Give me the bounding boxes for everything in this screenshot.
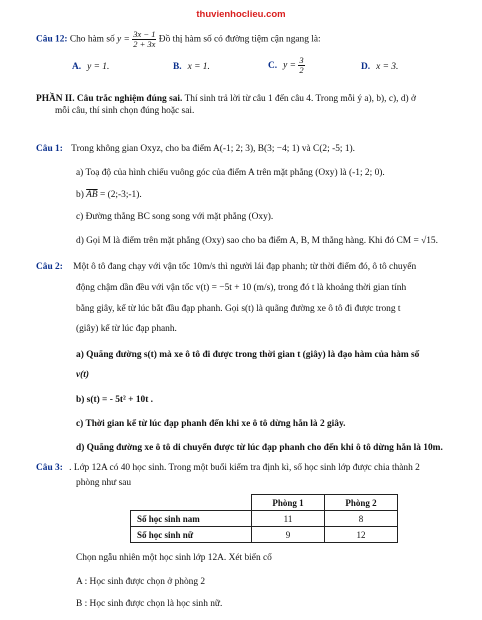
part-ii-line-1 — [36, 93, 416, 105]
vector-ab: $\overline{AB}$ — [86, 190, 98, 200]
fraction-numerator: 3x − 1 — [133, 29, 156, 39]
option-text: x = 1. — [187, 62, 210, 72]
option-fraction — [298, 56, 304, 75]
students-table — [130, 494, 398, 543]
option-letter: C. — [268, 60, 278, 71]
option-b — [173, 62, 210, 72]
statement-value: = (2;-3;-1). — [99, 190, 142, 200]
c2-line-1 — [36, 261, 416, 273]
option-letter: A. — [72, 62, 82, 72]
part-ii-desc: Thí sinh trả lời từ câu 1 đến câu 4. Trong mỗi ý a), b), c), d) ở — [184, 94, 416, 104]
c1-stem: Trong không gian Oxyz, cho ba điểm A(-1; 2; 3), B(3; −4; 1) và C(2; -5; 1). — [71, 144, 355, 154]
statement-b-text: b) s(t) = - 5t² + 10t . — [76, 395, 154, 405]
table-header-room-2: Phòng 2 — [325, 495, 398, 511]
question-tail: Đồ thị hàm số có đường tiệm cận ngang là: — [158, 34, 321, 45]
c3-event-a: A : Học sinh được chọn ở phòng 2 — [76, 577, 206, 587]
c3-event-b: B : Học sinh được chọn là học sinh nữ. — [76, 599, 223, 609]
option-text: y = 1. — [87, 62, 110, 72]
option-d — [361, 62, 398, 72]
part-ii-title: PHẦN II. Câu trắc nghiệm đúng sai. — [36, 94, 183, 104]
question-label: Câu 3: — [36, 463, 63, 473]
table-row-label: Số học sinh nữ — [131, 527, 252, 543]
c3-choose: Chọn ngẫu nhiên một học sinh lớp 12A. Xét biến cố — [76, 553, 272, 563]
c2-text-3: bằng giây, kể từ lúc bắt đầu đạp phanh. Gọi s(t) là quãng đường xe ô tô đi được trong t — [76, 304, 401, 314]
table-cell: 11 — [252, 511, 325, 527]
table-header-room-1: Phòng 1 — [252, 495, 325, 511]
question-12 — [36, 30, 321, 49]
function-v: v(t) — [76, 370, 90, 380]
fraction-denominator: 2 + 3x — [133, 39, 156, 49]
c1-statement-b — [76, 189, 142, 201]
question-label: Câu 12: — [36, 34, 68, 45]
function-lhs: y = — [117, 34, 130, 45]
table-row — [131, 527, 398, 543]
c3-line-1 — [36, 462, 420, 474]
option-letter: B. — [173, 62, 182, 72]
option-text: x = 3. — [376, 62, 399, 72]
option-a — [72, 62, 109, 72]
c2-statement-a — [76, 349, 419, 361]
fraction-denominator: 2 — [299, 65, 304, 75]
option-c — [268, 56, 305, 75]
question-label: Câu 2: — [36, 262, 63, 272]
c3-text-2: phòng như sau — [76, 478, 132, 488]
statement-c-text: c) Thời gian kể từ lúc đạp phanh đến khi xe ô tô dừng hẳn là 2 giây. — [76, 419, 346, 429]
site-watermark: thuvienhoclieu.com — [196, 9, 286, 20]
statement-prefix: b) — [76, 190, 84, 200]
option-text: y = — [283, 60, 296, 71]
table-cell: 8 — [325, 511, 398, 527]
c1-statement-a: a) Toạ độ của hình chiếu vuông góc của điểm A trên mặt phẳng (Oxy) là (-1; 2; 0). — [76, 168, 385, 178]
c1-stem-line — [36, 143, 355, 155]
question-label: Câu 1: — [36, 144, 63, 154]
statement-d-text: d) Quãng đường xe ô tô di chuyển được từ lúc đạp phanh cho đến khi ô tô dừng hẳn là 10m. — [76, 443, 443, 453]
c2-statement-c — [76, 418, 345, 430]
question-lead: Cho hàm số — [69, 34, 115, 45]
table-cell: 12 — [325, 527, 398, 543]
table-row-label: Số học sinh nam — [131, 511, 252, 527]
function-fraction — [132, 30, 156, 49]
c2-statement-a-cont — [76, 369, 89, 381]
table-corner-cell — [131, 495, 252, 511]
statement-end: . — [435, 236, 438, 246]
statement-a-text: a) Quãng đường s(t) mà xe ô tô đi được trong thời gian t (giây) là đạo hàm của hàm số — [76, 350, 420, 360]
c2-statement-d — [76, 442, 443, 454]
c3-text-1: . Lớp 12A có 40 học sinh. Trong một buổi kiểm tra định kì, số học sinh lớp được chia thành 2 — [69, 463, 420, 473]
part-ii-line-2: mỗi câu, thí sinh chọn đúng hoặc sai. — [55, 106, 195, 116]
c1-statement-c: c) Đường thẳng BC song song với mặt phẳng (Oxy). — [76, 212, 274, 222]
sqrt-value: √15 — [421, 236, 436, 246]
table-cell: 9 — [252, 527, 325, 543]
c2-statement-b — [76, 394, 153, 406]
table-row — [131, 511, 398, 527]
option-letter: D. — [361, 62, 371, 72]
c2-text-4: (giây) kể từ lúc đạp phanh. — [76, 324, 177, 334]
statement-text: d) Gọi M là điểm trên mặt phẳng (Oxy) sao cho ba điểm A, B, M thẳng hàng. Khi đó CM = — [76, 236, 419, 246]
table-header-row — [131, 495, 398, 511]
c1-statement-d — [76, 235, 438, 247]
fraction-numerator: 3 — [299, 55, 304, 65]
c2-text-1: Một ô tô đang chạy với vận tốc 10m/s thì người lái đạp phanh; từ thời điểm đó, ô tô chuyển — [73, 262, 417, 272]
c2-text-2: động chậm dần đều với vận tốc v(t) = −5t + 10 (m/s), trong đó t là khoảng thời gian tính — [76, 283, 407, 293]
